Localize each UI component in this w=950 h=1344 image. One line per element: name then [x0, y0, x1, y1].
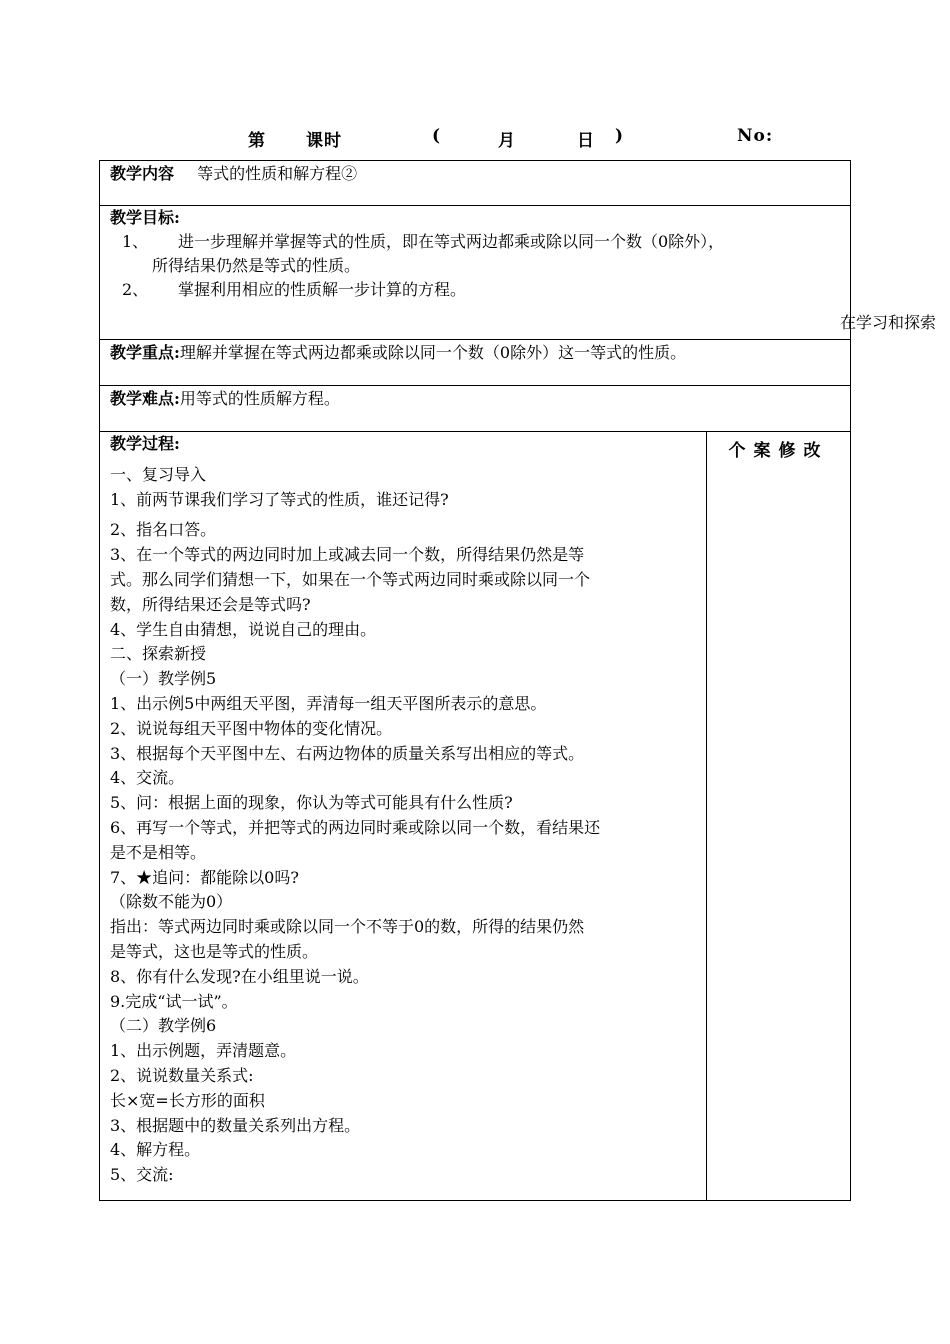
- process-line: 长×宽=长方形的面积: [110, 1090, 265, 1110]
- lesson-plan-table: [99, 160, 851, 1201]
- process-line: 2、说说每组天平图中物体的变化情况。: [110, 718, 393, 738]
- overflow-text: 在学习和探索: [840, 313, 937, 332]
- process-line: 5、交流:: [110, 1165, 174, 1185]
- side-cell: [707, 432, 851, 1201]
- goal-text-2: 掌握利用相应的性质解一步计算的方程。: [178, 280, 467, 299]
- header-di: 第: [248, 131, 266, 151]
- process-line: 3、根据每个天平图中左、右两边物体的质量关系写出相应的等式。: [110, 743, 585, 763]
- process-row: [100, 432, 851, 1201]
- difficulty-row: [100, 386, 851, 432]
- process-line: （一）教学例5: [110, 669, 217, 689]
- process-line: 1、前两节课我们学习了等式的性质，谁还记得?: [110, 489, 449, 509]
- process-line: 9.完成“试一试”。: [110, 991, 238, 1011]
- process-line: 2、指名口答。: [110, 520, 217, 540]
- process-line: 二、探索新授: [110, 644, 207, 664]
- process-line: 4、交流。: [110, 768, 185, 788]
- process-line: （二）教学例6: [110, 1016, 217, 1036]
- process-line: 指出：等式两边同时乘或除以同一个不等于0的数，所得的结果仍然: [110, 917, 585, 937]
- difficulty-value: 用等式的性质解方程。: [179, 389, 340, 408]
- key-point-row: [100, 340, 851, 386]
- content-row: [100, 161, 851, 206]
- goal-item-2: [110, 278, 840, 302]
- header-paren-open: (: [432, 126, 442, 146]
- goals-label: 教学目标:: [110, 208, 180, 227]
- goal-item-1: [110, 230, 840, 254]
- process-line: 8、你有什么发现?在小组里说一说。: [110, 966, 369, 986]
- difficulty-label: 教学难点:: [110, 389, 180, 408]
- goal-num-2: 2、: [122, 280, 149, 299]
- goal-text-1a: 进一步理解并掌握等式的性质，即在等式两边都乘或除以同一个数（0除外），: [178, 232, 725, 251]
- side-header: 个案修改: [728, 441, 829, 461]
- process-line: 1、出示例题，弄清题意。: [110, 1041, 297, 1061]
- key-point-value: 理解并掌握在等式两边都乘或除以同一个数（0除外）这一等式的性质。: [179, 343, 687, 362]
- header-keshi: 课时: [306, 131, 342, 151]
- process-line: 7、★追问：都能除以0吗?: [110, 867, 299, 887]
- process-line: 3、根据题中的数量关系列出方程。: [110, 1115, 361, 1135]
- goals-row: [100, 206, 851, 340]
- header-paren-close: ): [615, 126, 625, 146]
- process-line: （除数不能为0）: [110, 892, 233, 912]
- process-cell: [100, 432, 707, 1201]
- key-point-label: 教学重点:: [110, 343, 180, 362]
- process-line: 1、出示例5中两组天平图，弄清每一组天平图所表示的意思。: [110, 693, 547, 713]
- content-label: 教学内容: [110, 164, 175, 183]
- content-value: 等式的性质和解方程②: [197, 164, 358, 183]
- goal-text-1b: 所得结果仍然是等式的性质。: [152, 256, 361, 275]
- header-month: 月: [498, 131, 516, 151]
- process-line: 2、说说数量关系式:: [110, 1065, 254, 1085]
- process-line: 5、问：根据上面的现象，你认为等式可能具有什么性质?: [110, 793, 513, 813]
- process-line: 4、解方程。: [110, 1140, 201, 1160]
- header-no: No:: [737, 126, 774, 146]
- process-line: 一、复习导入: [110, 464, 207, 484]
- process-line: 是等式，这也是等式的性质。: [110, 941, 319, 961]
- process-lines: [110, 463, 696, 1188]
- process-line: 3、在一个等式的两边同时加上或减去同一个数，所得结果仍然是等: [110, 545, 585, 565]
- process-line: 是不是相等。: [110, 842, 207, 862]
- header-day: 日: [577, 131, 595, 151]
- process-line: 数，所得结果还会是等式吗?: [110, 594, 311, 614]
- process-line: 6、再写一个等式，并把等式的两边同时乘或除以同一个数，看结果还: [110, 817, 601, 837]
- process-line: 4、学生自由猜想，说说自己的理由。: [110, 619, 377, 639]
- process-line: 式。那么同学们猜想一下，如果在一个等式两边同时乘或除以同一个: [110, 569, 591, 589]
- process-label: 教学过程:: [110, 434, 180, 453]
- goal-num-1: 1、: [122, 232, 149, 251]
